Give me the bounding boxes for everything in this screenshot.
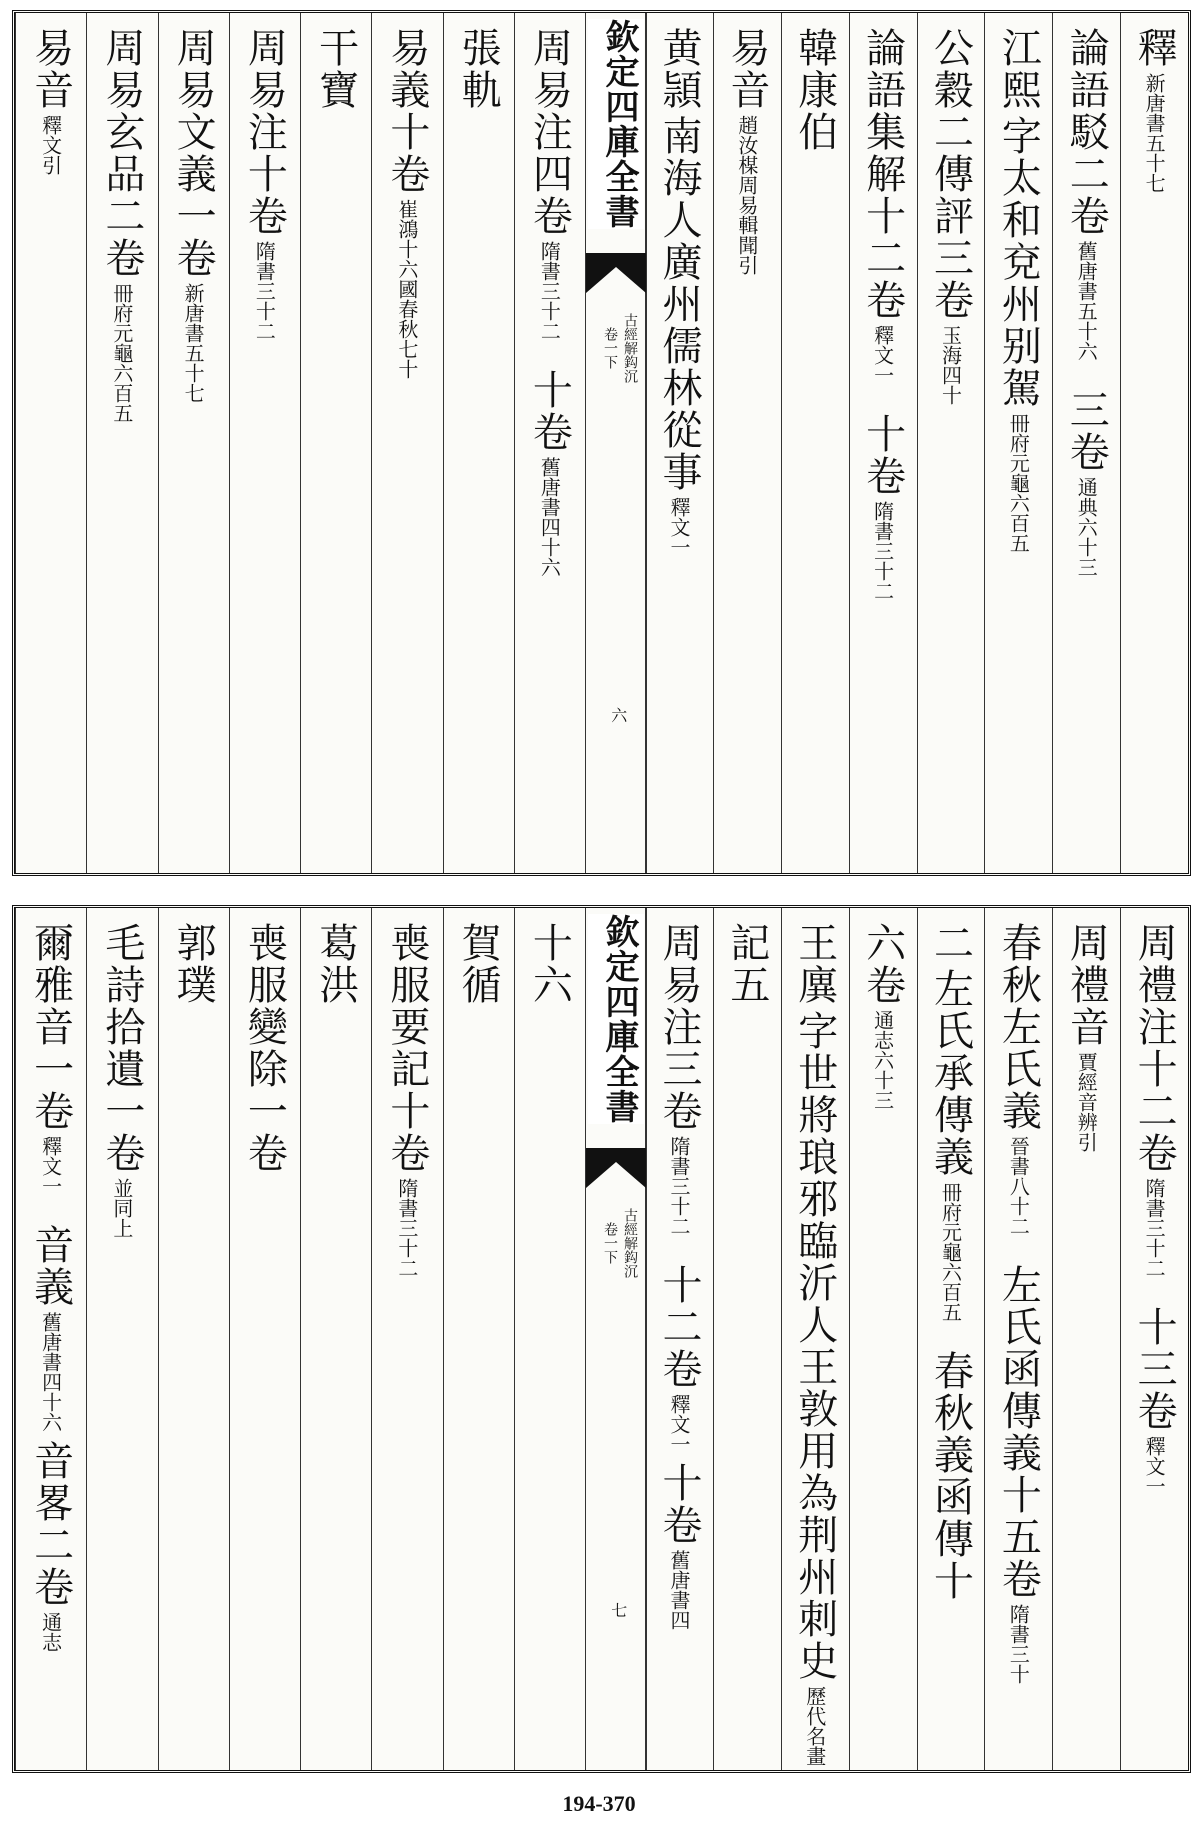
column-text: 記五 — [723, 922, 770, 1006]
column-text: 賀循 — [455, 922, 502, 1006]
page-bottom — [12, 905, 1191, 1773]
annotation: 新唐書五十七 — [1142, 73, 1167, 193]
column-text: 二 — [927, 922, 974, 964]
annotation: 舊唐書五十六 — [1074, 241, 1099, 361]
page-top — [12, 10, 1191, 876]
annotation: 釋文一 — [1142, 1436, 1167, 1496]
column-text: 春秋義函傳十 — [927, 1350, 974, 1602]
column-text: 十三卷 — [1131, 1306, 1178, 1432]
annotation: 崔鴻十六國春秋七十 — [394, 199, 419, 379]
top-gutter — [585, 13, 647, 873]
leaf-number-bottom: 七 — [611, 1601, 628, 1620]
annotation: 隋書三十 — [1006, 1604, 1031, 1684]
annotation: 釋文一 — [666, 1394, 691, 1454]
annotation: 釋文一 — [870, 325, 895, 385]
annotation: 釋文引 — [38, 115, 63, 175]
annotation: 冊府元龜六百五 — [1006, 413, 1031, 553]
annotation: 釋文一 — [666, 497, 691, 557]
annotation: 冊府元龜六百五 — [109, 283, 134, 423]
column-text: 左氏函傳義十五卷 — [995, 1264, 1042, 1600]
column-text: 十卷 — [526, 369, 573, 453]
annotation: 通志六十三 — [870, 1010, 895, 1110]
column-text: 字太和兗州别駕 — [995, 115, 1042, 409]
column-text: 周禮音 — [1063, 922, 1110, 1048]
text-column — [158, 908, 230, 1770]
column-text: 字世將琅邪臨沂人王敦用為荆州刺史 — [791, 1010, 838, 1682]
text-column — [514, 908, 586, 1770]
fishtail-icon — [586, 253, 646, 293]
annotation: 釋文一 — [38, 1136, 63, 1196]
annotation: 隋書三十二 — [870, 501, 895, 601]
text-column — [713, 908, 782, 1770]
column-text: 南海人廣州儒林從事 — [655, 115, 702, 493]
text-column — [300, 908, 372, 1770]
column-text: 毛詩拾遺一卷 — [98, 922, 145, 1174]
annotation: 並同上 — [109, 1178, 134, 1238]
book-title-top: 欽定四庫全書 — [588, 19, 644, 229]
text-column — [443, 908, 515, 1770]
leaf-number-top: 六 — [611, 706, 628, 725]
section-title-top: 古經解鈎沉 卷一下 — [602, 313, 638, 383]
column-text: 六卷 — [859, 922, 906, 1006]
column-text: 周禮注十二卷 — [1131, 922, 1178, 1174]
column-text: 易義十卷 — [383, 27, 430, 195]
text-column — [300, 13, 372, 873]
column-text: 十二卷 — [655, 1264, 702, 1390]
column-text: 十卷 — [859, 413, 906, 497]
column-text: 春秋左氏義 — [995, 922, 1042, 1132]
annotation: 通典六十三 — [1074, 477, 1099, 577]
column-text: 釋 — [1131, 27, 1178, 69]
annotation: 隋書三十二 — [252, 241, 277, 341]
annotation: 隋書三十二 — [394, 1178, 419, 1278]
column-text: 王廙 — [791, 922, 838, 1006]
text-column — [443, 13, 515, 873]
bottom-gutter — [585, 908, 647, 1770]
annotation: 隋書三十二 — [1142, 1178, 1167, 1278]
column-text: 左氏承傳義 — [927, 968, 974, 1178]
column-text: 十六 — [526, 922, 573, 1006]
column-text: 易音 — [27, 27, 74, 111]
annotation: 舊唐書四 — [666, 1550, 691, 1630]
column-text: 干寶 — [312, 27, 359, 111]
column-text: 喪服變除一卷 — [241, 922, 288, 1174]
annotation: 隋書三十二 — [666, 1136, 691, 1236]
column-text: 喪服要記十卷 — [383, 922, 430, 1174]
column-text: 論語駁二卷 — [1063, 27, 1110, 237]
column-text: 爾雅音一卷 — [27, 922, 74, 1132]
annotation: 新唐書五十七 — [181, 283, 206, 403]
column-text: 十卷 — [655, 1462, 702, 1546]
column-text: 張軌 — [455, 27, 502, 111]
annotation: 隋書三十二 — [537, 241, 562, 341]
column-text: 周易文義一卷 — [170, 27, 217, 279]
fishtail-icon — [586, 1148, 646, 1188]
column-text: 音畧二卷 — [27, 1440, 74, 1608]
annotation: 賈經音辨引 — [1074, 1052, 1099, 1152]
column-text: 葛洪 — [312, 922, 359, 1006]
column-text: 江熙 — [995, 27, 1042, 111]
column-text: 周易注三卷 — [655, 922, 702, 1132]
section-title-bottom: 古經解鈎沉 卷一下 — [602, 1208, 638, 1278]
column-text: 郭璞 — [170, 922, 217, 1006]
annotation: 冊府元龜六百五 — [938, 1182, 963, 1322]
column-text: 易音 — [723, 27, 770, 111]
annotation: 舊唐書四十六 — [38, 1312, 63, 1432]
annotation: 趙汝楳周易輯聞引 — [734, 115, 759, 275]
column-text: 三卷 — [1063, 389, 1110, 473]
annotation: 玉海四十 — [938, 325, 963, 405]
column-text: 韓康伯 — [791, 27, 838, 153]
annotation: 舊唐書四十六 — [537, 457, 562, 577]
annotation: 晉書八十二 — [1006, 1136, 1031, 1236]
column-text: 論語集解十二卷 — [859, 27, 906, 321]
column-text: 周易注四卷 — [526, 27, 573, 237]
annotation: 歷代名畫 — [802, 1686, 827, 1766]
page-number: 194-370 — [562, 1791, 636, 1816]
book-title-bottom: 欽定四庫全書 — [588, 914, 644, 1124]
column-text: 周易玄品二卷 — [98, 27, 145, 279]
column-text: 公穀二傳評三卷 — [927, 27, 974, 321]
annotation: 通志 — [38, 1612, 63, 1652]
column-text: 周易注十卷 — [241, 27, 288, 237]
column-text: 音義 — [27, 1224, 74, 1308]
column-text: 黄頴 — [655, 27, 702, 111]
